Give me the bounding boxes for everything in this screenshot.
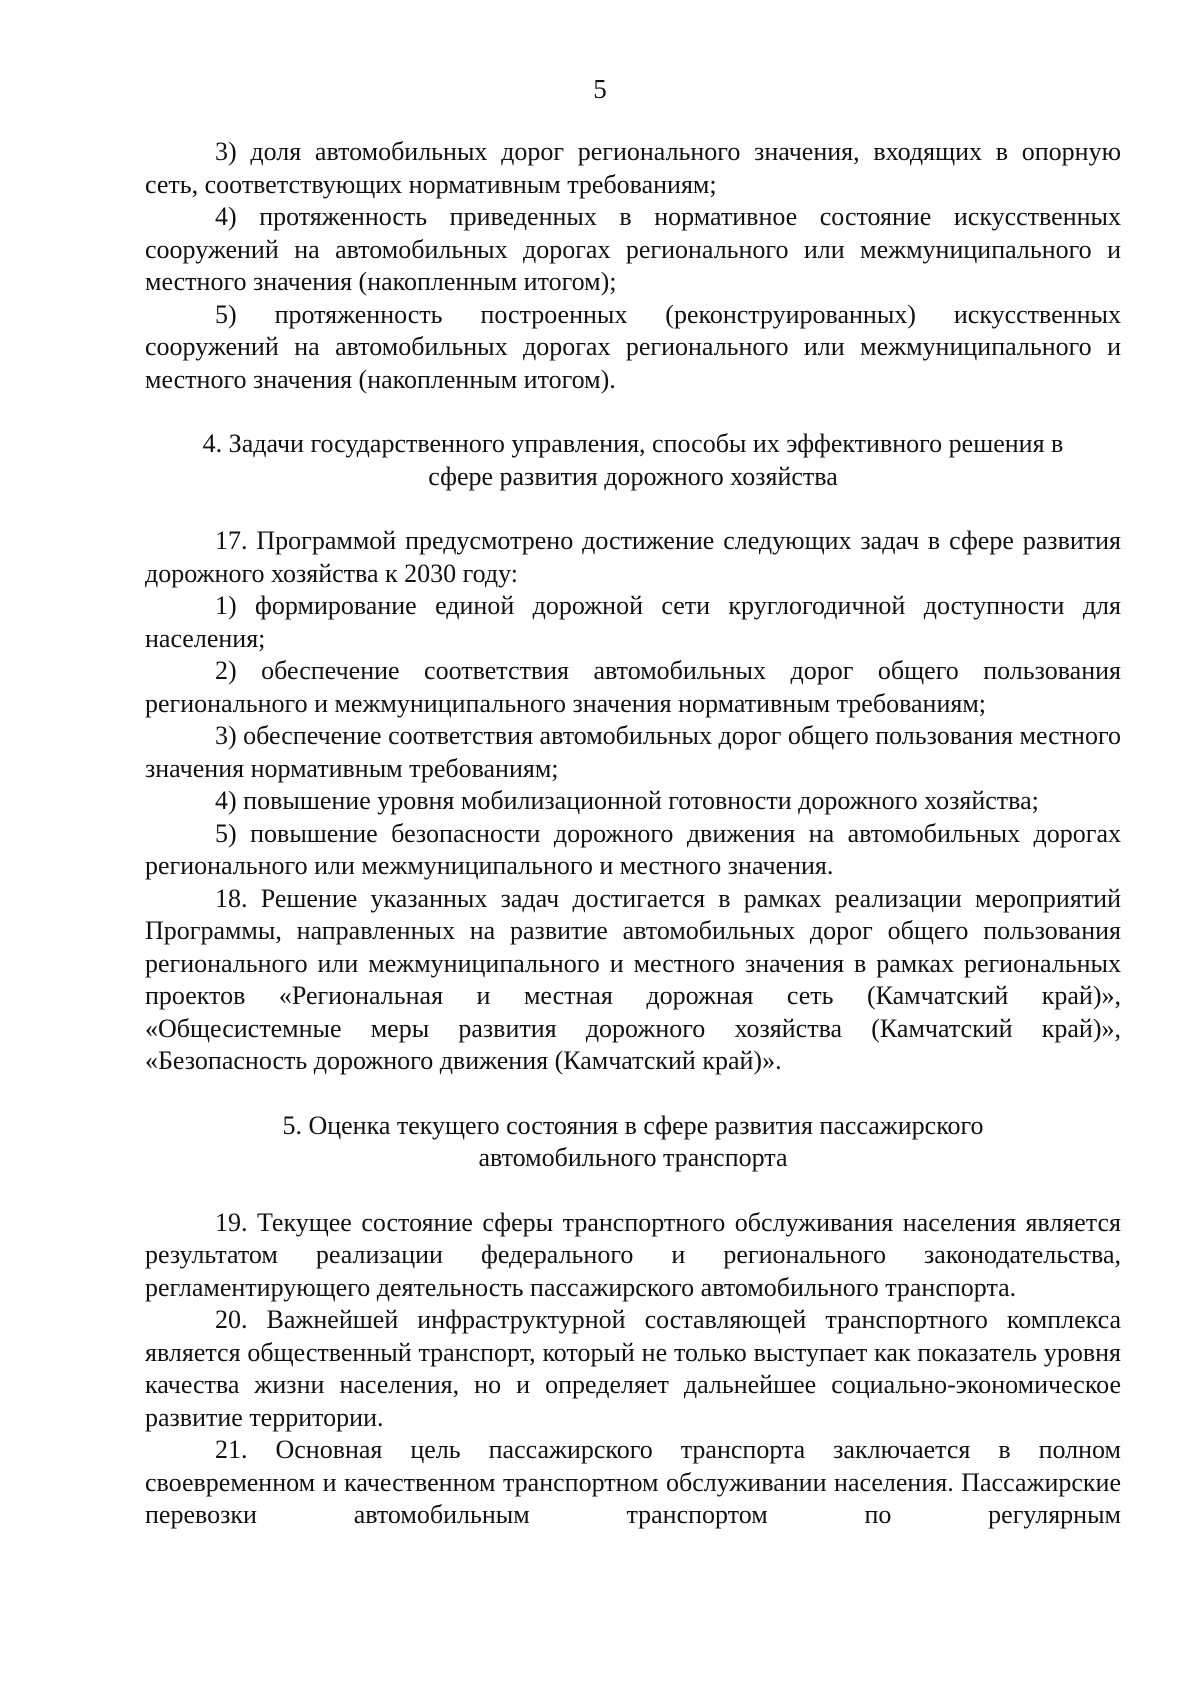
paragraph: 19. Текущее состояние сферы транспортного обслуживания населения является результатом реализации федерального и регионального законодательства, регламентирующего деятельность пассажирского автомобильного транспорта. bbox=[145, 1207, 1121, 1302]
page-number: 5 bbox=[593, 74, 607, 104]
paragraph: 21. Основная цель пассажирского транспорта заключается в полном своевременном и качественном транспортном обслуживании населения. Пассажирские перевозки автомобильным транспортом по регулярным bbox=[145, 1435, 1121, 1529]
list-item: 1) формирование единой дорожной сети круглогодичной доступности для населения; bbox=[145, 591, 1121, 653]
list-item: 3) доля автомобильных дорог регионального значения, входящих в опорную сеть, соответствующих нормативным требованиям; bbox=[145, 137, 1121, 199]
list-item: 5) протяженность построенных (реконструированных) искусственных сооружений на автомобильных дорогах регионального или межмуниципального и местного значения (накопленным итогом). bbox=[145, 299, 1121, 394]
section-heading-line: 4. Задачи государственного управления, способы их эффективного решения в bbox=[202, 429, 1064, 458]
section-heading bbox=[145, 428, 1121, 493]
paragraph: 18. Решение указанных задач достигается в рамках реализации мероприятий Программы, направленных на развитие автомобильных дорог общего пользования регионального или межмуниципального и местного значения в рамках региональных проектов «Региональная и местная дорожная сеть (Камчатский край)», «Общесистемные меры развития дорожного хозяйства (Камчатский край)», «Безопасность дорожного движения (Камчатский край)». bbox=[145, 883, 1121, 1075]
list-item: 3) обеспечение соответствия автомобильных дорог общего пользования местного значения нормативным требованиям; bbox=[145, 721, 1121, 783]
list-item: 5) повышение безопасности дорожного движения на автомобильных дорогах регионального или межмуниципального и местного значения. bbox=[145, 818, 1121, 880]
list-item: 4) повышение уровня мобилизационной готовности дорожного хозяйства; bbox=[215, 786, 1039, 815]
section-heading-line: сфере развития дорожного хозяйства bbox=[428, 461, 838, 491]
section-heading bbox=[145, 1110, 1121, 1175]
section-heading-line: 5. Оценка текущего состояния в сфере развития пассажирского bbox=[282, 1110, 984, 1140]
section-heading-line: автомобильного транспорта bbox=[478, 1143, 788, 1172]
list-item: 2) обеспечение соответствия автомобильных дорог общего пользования регионального и межмуниципального значения нормативным требованиям; bbox=[145, 656, 1121, 718]
document-body bbox=[145, 136, 1121, 1532]
paragraph: 17. Программой предусмотрено достижение следующих задач в сфере развития дорожного хозяйства к 2030 году: bbox=[145, 526, 1121, 588]
list-item: 4) протяженность приведенных в нормативное состояние искусственных сооружений на автомобильных дорогах регионального или межмуниципального и местного значения (накопленным итогом); bbox=[145, 202, 1121, 296]
paragraph: 20. Важнейшей инфраструктурной составляющей транспортного комплекса является общественный транспорт, который не только выступает как показатель уровня качества жизни населения, но и определяет дальнейшее социально-экономическое развитие территории. bbox=[145, 1305, 1121, 1432]
